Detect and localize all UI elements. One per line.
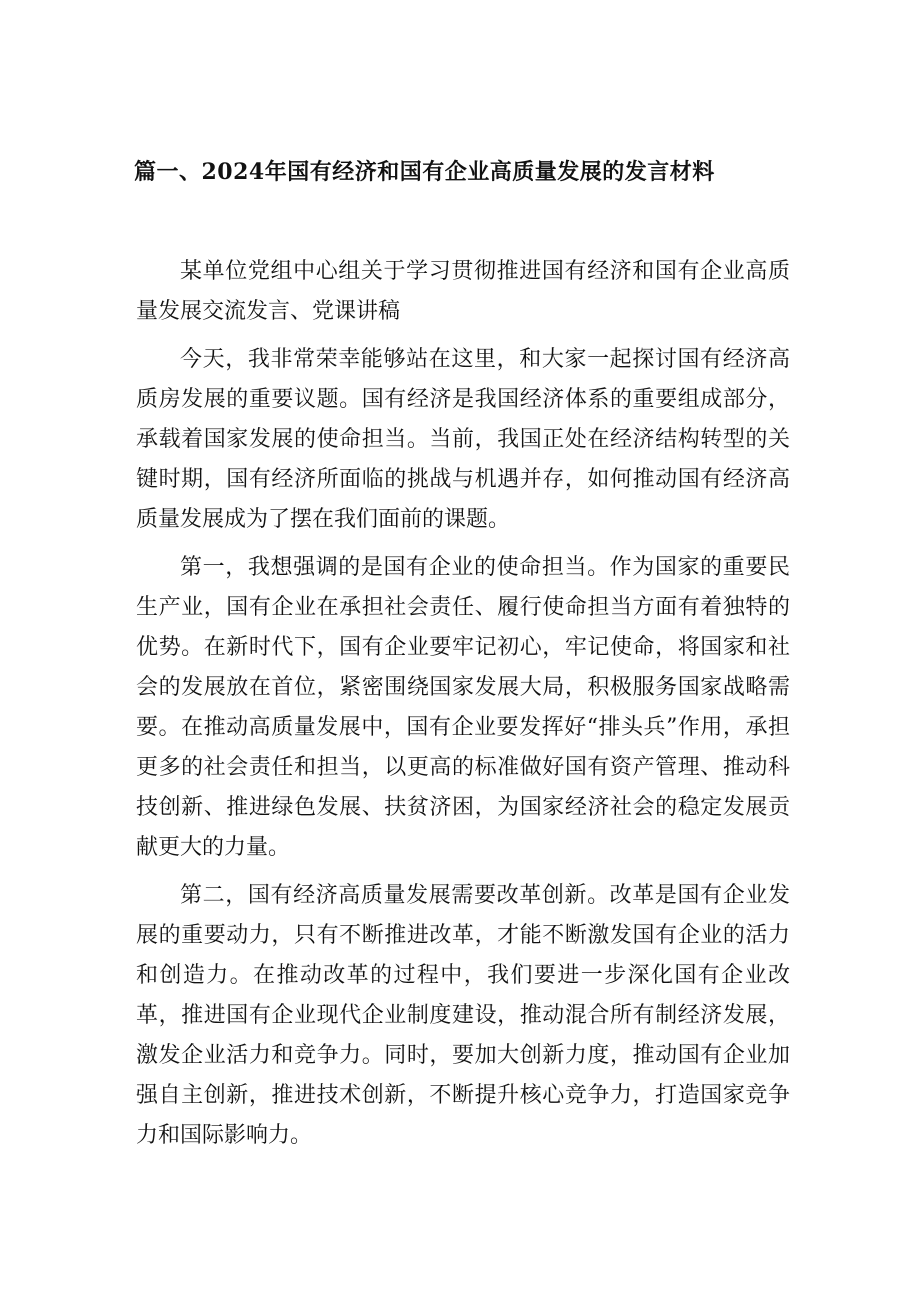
paragraph-second-point: 第二，国有经济高质量发展需要改革创新。改革是国有企业发展的重要动力，只有不断推进改革，才能不断激发国有企业的活力和创造力。在推动改革的过程中，我们要进一步深化国有企业改革，推进国有企业现代企业制度建设，推动混合所有制经济发展，激发企业活力和竞争力。同时，要加大创新力度，推动国有企业加强自主创新，推进技术创新，不断提升核心竞争力，打造国家竞争力和国际影响力。 bbox=[136, 883, 790, 1148]
paragraph-intro: 今天，我非常荣幸能够站在这里，和大家一起探讨国有经济高质房发展的重要议题。国有经济是我国经济体系的重要组成部分，承载着国家发展的使命担当。当前，我国正处在经济结构转型的关键时期，国有经济所面临的挑战与机遇并存，如何推动国有经济高质量发展成为了摆在我们面前的课题。 bbox=[136, 347, 790, 532]
document-title: 篇一、2024年国有经济和国有企业高质量发展的发言材料 bbox=[134, 159, 715, 185]
paragraph-subtitle: 某单位党组中心组关于学习贯彻推进国有经济和国有企业高质量发展交流发言、党课讲稿 bbox=[136, 259, 790, 324]
paragraph-first-point: 第一，我想强调的是国有企业的使命担当。作为国家的重要民生产业，国有企业在承担社会责任、履行使命担当方面有着独特的优势。在新时代下，国有企业要牢记初心，牢记使命，将国家和社会的发展放在首位，紧密围绕国家发展大局，积极服务国家战略需要。在推动高质量发展中，国有企业要发挥好“排头兵”作用，承担更多的社会责任和担当，以更高的标准做好国有资产管理、推动科技创新、推进绿色发展、扶贫济困，为国家经济社会的稳定发展贡献更大的力量。 bbox=[136, 555, 790, 860]
document-body bbox=[136, 252, 790, 1164]
